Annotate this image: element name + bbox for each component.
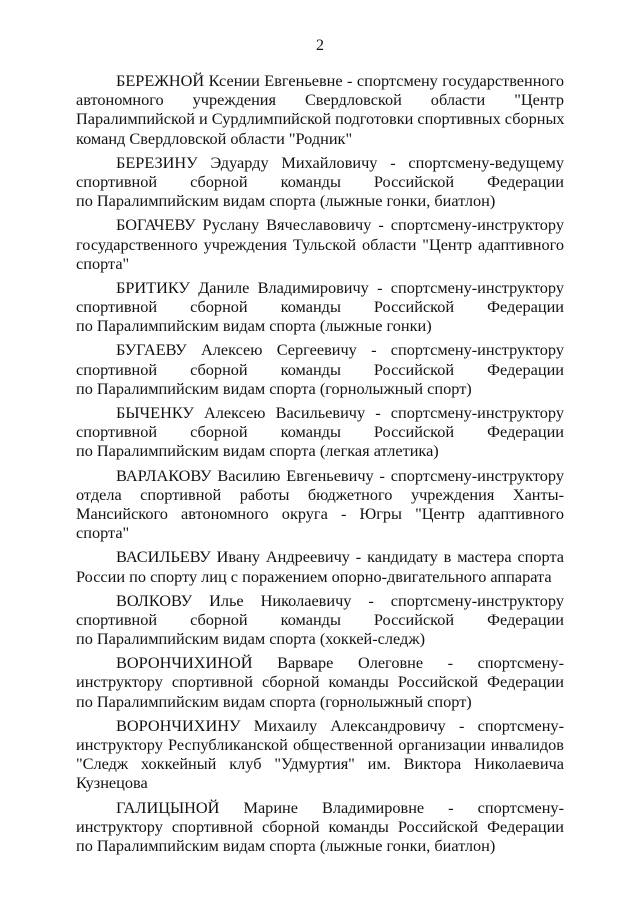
entry-line: ВОЛКОВУ Илье Николаевичу - спортсмену-инструктору — [116, 590, 564, 610]
award-entry — [76, 653, 564, 711]
entry-line: инструктору спортивной сборной команды Российской Федерации — [76, 672, 564, 692]
entry-line: БЕРЕЗИНУ Эдуарду Михайловичу - спортсмену-ведущему — [116, 152, 564, 172]
entry-line: спортивной сборной команды Российской Федерации — [76, 171, 564, 191]
award-entry — [76, 340, 564, 398]
entry-line: спортивной сборной команды Российской Федерации — [76, 422, 564, 442]
page-number: 2 — [316, 37, 324, 54]
entry-line: спортивной сборной команды Российской Федерации — [76, 297, 564, 317]
entry-line: государственного учреждения Тульской области "Центр адаптивного — [76, 234, 564, 254]
entry-line: БУГАЕВУ Алексею Сергеевичу - спортсмену-инструктору — [116, 340, 564, 360]
entry-line: автономного учреждения Свердловской области "Центр — [76, 90, 564, 110]
entry-line: по Паралимпийским видам спорта (хоккей-следж) — [76, 629, 425, 649]
entry-line: ВАРЛАКОВУ Василию Евгеньевичу - спортсмену-инструктору — [116, 465, 564, 485]
entry-line: инструктору спортивной сборной команды Российской Федерации — [76, 816, 564, 836]
award-entry — [76, 798, 564, 856]
entry-line: по Паралимпийским видам спорта (горнолыжный спорт) — [76, 691, 472, 711]
award-entry — [76, 547, 564, 585]
entry-line: ВАСИЛЬЕВУ Ивану Андреевичу - кандидату в мастера спорта — [116, 547, 564, 567]
entry-line: по Паралимпийским видам спорта (лыжные гонки, биатлон) — [76, 835, 496, 855]
entry-line: инструктору Республиканской общественной организации инвалидов — [76, 735, 564, 754]
award-entry — [76, 716, 564, 793]
award-list — [76, 71, 564, 860]
award-entry — [76, 153, 564, 211]
entry-line: БОГАЧЕВУ Руслану Вячеславовичу - спортсмену-инструктору — [116, 215, 564, 235]
entry-line: БРИТИКУ Даниле Владимировичу - спортсмену-инструктору — [116, 277, 564, 297]
entry-line: спортивной сборной команды Российской Федерации — [76, 359, 564, 379]
award-entry — [76, 278, 564, 336]
award-entry — [76, 591, 564, 649]
award-entry — [76, 403, 564, 461]
entry-line: команд Свердловской области "Родник" — [76, 128, 353, 148]
entry-line: по Паралимпийским видам спорта (лыжные гонки) — [76, 316, 432, 336]
award-entry — [76, 215, 564, 273]
entry-line: БЫЧЕНКУ Алексею Васильевичу - спортсмену-инструктору — [116, 403, 564, 422]
entry-line: по Паралимпийским видам спорта (лыжные гонки, биатлон) — [76, 191, 496, 211]
entry-line: спорта" — [76, 523, 130, 543]
entry-line: "Следж хоккейный клуб "Удмуртия" им. Виктора Николаевича — [76, 754, 564, 774]
entry-line: ВОРОНЧИХИНУ Михаилу Александровичу - спортсмену- — [116, 715, 564, 735]
entry-line: отдела спортивной работы бюджетного учреждения Ханты- — [76, 484, 564, 504]
entry-line: ВОРОНЧИХИНОЙ Варваре Олеговне - спортсмену- — [116, 653, 564, 673]
award-entry — [76, 71, 564, 148]
entry-line: по Паралимпийским видам спорта (горнолыжный спорт) — [76, 378, 472, 398]
entry-line: Паралимпийской и Сурдлимпийской подготовки спортивных сборных — [76, 109, 565, 129]
entry-line: спорта" — [76, 253, 130, 273]
entry-line: Кузнецова — [76, 773, 148, 793]
entry-line: по Паралимпийским видам спорта (легкая атлетика) — [76, 441, 439, 461]
entry-line: БЕРЕЖНОЙ Ксении Евгеньевне - спортсмену государственного — [116, 71, 564, 90]
entry-line: России по спорту лиц с поражением опорно-двигательного аппарата — [76, 566, 552, 586]
award-entry — [76, 466, 564, 543]
entry-line: ГАЛИЦЫНОЙ Марине Владимировне - спортсмену- — [116, 797, 564, 817]
entry-line: спортивной сборной команды Российской Федерации — [76, 609, 564, 629]
entry-line: Мансийского автономного округа - Югры "Центр адаптивного — [76, 503, 564, 523]
